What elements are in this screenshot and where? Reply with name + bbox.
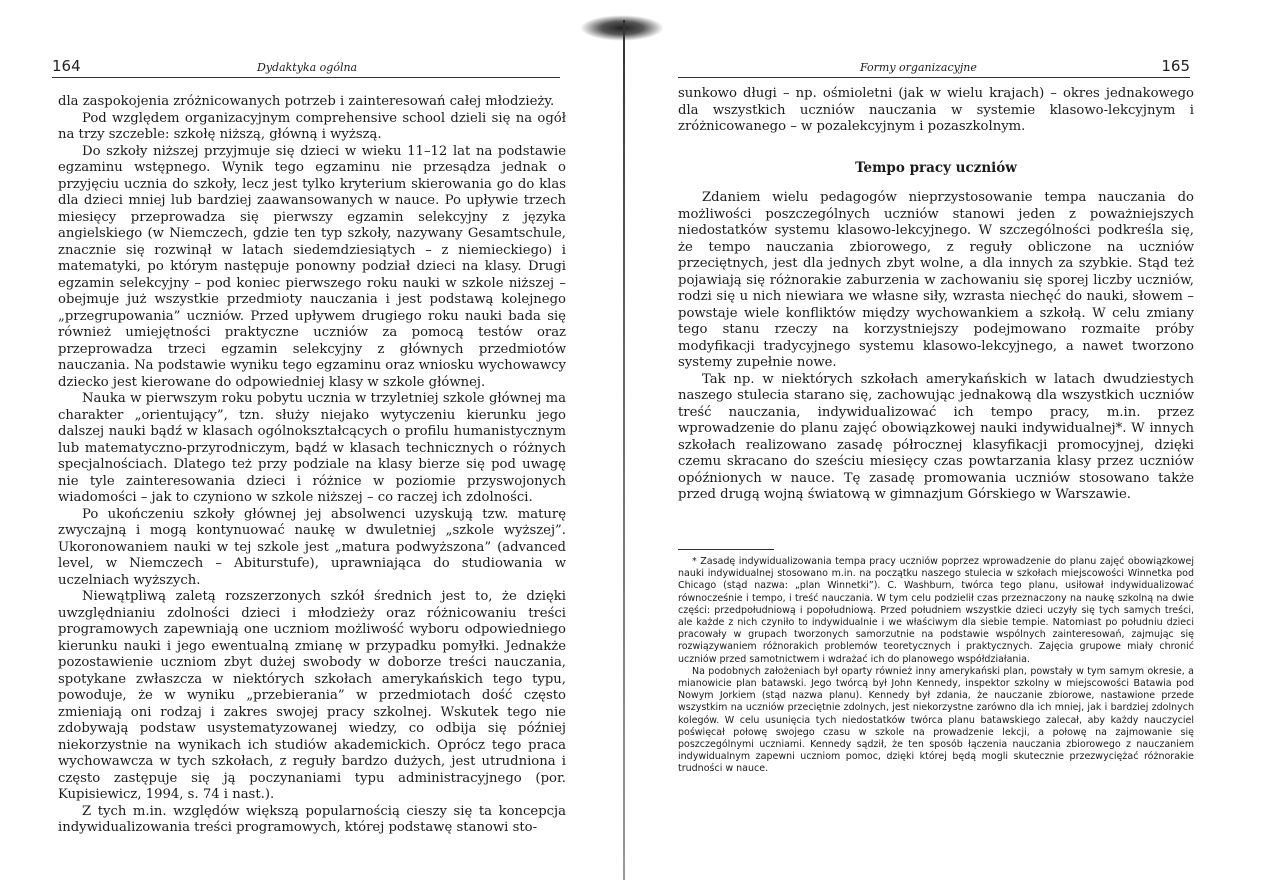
- right-page-body: [678, 86, 1194, 504]
- left-page-body: [58, 94, 566, 837]
- right-running-head: Formy organizacyjne: [860, 61, 977, 74]
- left-running-head: Dydaktyka ogólna: [257, 61, 358, 74]
- left-page: [0, 0, 624, 894]
- paragraph: Pod względem organizacyjnym comprehensive school dzieli się na ogół na trzy szczeble: szkołę niższą, główną i wyższą.: [58, 110, 566, 142]
- paragraph: Po ukończeniu szkoły głównej jej absolwenci uzyskują tzw. maturę zwyczajną i mogą kontynuować naukę w dwuletniej „szkole wyższej”. Ukoronowaniem nauki w tej szkole jest „matura podwyższona” (advanced level, w Niemczech – Abiturstufe), uprawniająca do studiowania w uczelniach wyższych.: [58, 506, 566, 588]
- right-page-number: 165: [1161, 57, 1190, 75]
- paragraph: sunkowo długi – np. ośmioletni (jak w wielu krajach) – okres jednakowego dla wszystkich uczniów nauczania w systemie klasowo-lekcyjnym i zróżnicowanego – w pozalekcyjnym i pozaszkolnym.: [678, 86, 1194, 134]
- right-page-header: [678, 57, 1190, 78]
- left-page-header: [52, 57, 560, 78]
- paragraph: Z tych m.in. względów większą popularnością cieszy się ta koncepcja indywidualizowania treści programowych, której podstawę stanowi sto-: [58, 803, 566, 835]
- paragraph: Niewątpliwą zaletą rozszerzonych szkół średnich jest to, że dzięki uwzględnianiu zdolności dzieci i młodzieży oraz różnicowaniu treści programowych zapewniają one uczniom możliwość wyboru odpowiedniego kierunku nauki i jego ewentualną zmianę w przypadku pomyłki. Jednakże pozostawienie uczniom zbyt dużej swobody w doborze treści nauczania, spotykane zwłaszcza w niektórych szkołach amerykańskich tego typu, powoduje, że w wyniku „przebierania” w przedmiotach dość często zmieniają oni rodzaj i zakres swojej pracy szkolnej. Wskutek tego nie zdobywają podstaw usystematyzowanej wiedzy, co odbija się później niekorzystnie na wynikach ich studiów akademickich. Oprócz tego praca wychowawcza w tych szkołach, z reguły bardzo dużych, jest utrudniona i często zastępuje się ją poczynaniami typu administracyjnego (por. Kupisiewicz, 1994, s. 74 i nast.).: [58, 589, 566, 802]
- left-page-number: 164: [52, 57, 81, 75]
- paragraph: Nauka w pierwszym roku pobytu ucznia w trzyletniej szkole głównej ma charakter „orientujący”, tzn. służy niejako wytyczeniu kierunku jego dalszej nauki bądź w klasach ogólnokształcących o profilu humanistycznym lub matematyczno-przyrodniczym, bądź w klasach technicznych o różnych specjalnościach. Dlatego też przy podziale na klasy bierze się pod uwagę nie tyle zainteresowania dzieci i różnice w poziomie przyswojonych wiadomości – jak to czyniono w szkole niższej – co raczej ich zdolności.: [58, 391, 566, 505]
- paragraph: Zdaniem wielu pedagogów nieprzystosowanie tempa nauczania do możliwości poszczególnych uczniów stanowi jeden z poważniejszych niedostatków systemu klasowo-lekcyjnego. W szczególności podkreśla się, że tempo nauczania zbiorowego, z reguły obliczone na uczniów przeciętnych, jest dla jednych zbyt wolne, a dla innych za szybkie. Stąd też pojawiają się różnorakie zaburzenia w zachowaniu się sporej liczby uczniów, rodzi się u nich niewiara we własne siły, wzrasta niechęć do nauki, słowem – powstaje wiele konfliktów między wychowankiem a szkołą. W celu zmiany tego stanu rzeczy na korzystniejszy podejmowano rozmaite próby modyfikacji tradycyjnego systemu klasowo-lekcyjnego, a nawet tworzono systemy zupełnie nowe.: [678, 190, 1194, 370]
- section-heading: Tempo pracy uczniów: [855, 159, 1017, 176]
- footnotes: [678, 556, 1194, 776]
- paragraph: Do szkoły niższej przyjmuje się dzieci w wieku 11–12 lat na podstawie egzaminu wstępnego. Wynik tego egzaminu nie przesądza jednak o przyjęciu ucznia do szkoły, lecz jest tylko kryterium skierowania go do klas dla dzieci mniej lub bardziej zaawansowanych w nauce. Po upływie trzech miesięcy przeprowadza się pierwszy egzamin selekcyjny z języka angielskiego (w Niemczech, gdzie ten typ szkoły, nazywany Gesamtschule, znacznie się rozwinął w latach siedemdziesiątych – z niemieckiego) i matematyki, po którym następuje ponowny podział dzieci na klasy. Drugi egzamin selekcyjny – pod koniec pierwszego roku nauki w szkole niższej – obejmuje już wszystkie przedmioty nauczania i jest podstawą kolejnego „przegrupowania” uczniów. Przed upływem drugiego roku nauki bada się również umiejętności praktyczne uczniów za pomocą testów oraz przeprowadza trzeci egzamin selekcyjny z głównych przedmiotów nauczania. Na podstawie wyniku tego egzaminu oraz wniosku wychowawcy dziecko jest kierowane do odpowiedniej klasy w szkole głównej.: [58, 143, 566, 390]
- right-page: [626, 0, 1262, 894]
- footnote-rule: [678, 549, 774, 550]
- footnote: Na podobnych założeniach był oparty również inny amerykański plan, powstały w tym samym okresie, a mianowicie plan batawski. Jego twórcą był John Kennedy, inspektor szkolny w miejscowości Batawia pod Nowym Jorkiem (stąd nazwa planu). Kennedy był zdania, że nauczanie zbiorowe, nastawione przede wszystkim na uczniów przeciętnie zdolnych, jest niekorzystne zarówno dla ich mniej, jak i bardziej zdolnych kolegów. W celu usunięcia tych niedostatków twórca planu batawskiego zalecał, aby każdy nauczyciel poświęcał połowę swojego czasu w szkole na prowadzenie lekcji, a połowę na zajmowanie się poszczególnymi uczniami. Kennedy sądził, że ten sposób łączenia nauczania zbiorowego z nauczaniem indywidualnym zapewni uczniom pomoc, dzięki której będą mogli skutecznie przezwyciężać różnorakie trudności w nauce.: [678, 665, 1194, 775]
- paragraph: Tak np. w niektórych szkołach amerykańskich w latach dwudziestych naszego stulecia starano się, zachowując jednakową dla wszystkich uczniów treść nauczania, indywidualizować ich tempo pracy, m.in. przez wprowadzenie do planu zajęć obowiązkowej nauki indywidualnej*. W innych szkołach realizowano zasadę półrocznej klasyfikacji promocyjnej, dzięki czemu skracano do sześciu miesięcy czas powtarzania klasy przez uczniów opóźnionych w nauce. Tę zasadę promowania uczniów stosowano także przed drugą wojną światową w gimnazjum Górskiego w Warszawie.: [678, 371, 1194, 502]
- paragraph: dla zaspokojenia zróżnicowanych potrzeb i zainteresowań całej młodzieży.: [58, 94, 555, 109]
- footnote: * Zasadę indywidualizowania tempa pracy uczniów poprzez wprowadzenie do planu zajęć obowiązkowej nauki indywidualnej stosowano m.in. na początku naszego stulecia w szkołach miejscowości Winnetka pod Chicago (stąd nazwa: „plan Winnetki”). C. Washburn, twórca tego planu, usiłował indywidualizować równocześnie i tempo, i treść nauczania. W tym celu podzielił czas przeznaczony na naukę szkolną na dwie części: przedpołudniową i popołudniową. Przed południem wszystkie dzieci uczyły się tych samych treści, ale każde z nich czyniło to indywidualnie i we właściwym dla siebie tempie. Natomiast po południu dzieci pracowały w grupach tworzonych samorzutnie na podstawie wspólnych zainteresowań, zajmując się rozwiązywaniem różnorakich problemów teoretycznych i praktycznych. Zajęcia grupowe miały chronić uczniów przed samotnictwem i wdrażać ich do planowego współdziałania.: [678, 556, 1194, 665]
